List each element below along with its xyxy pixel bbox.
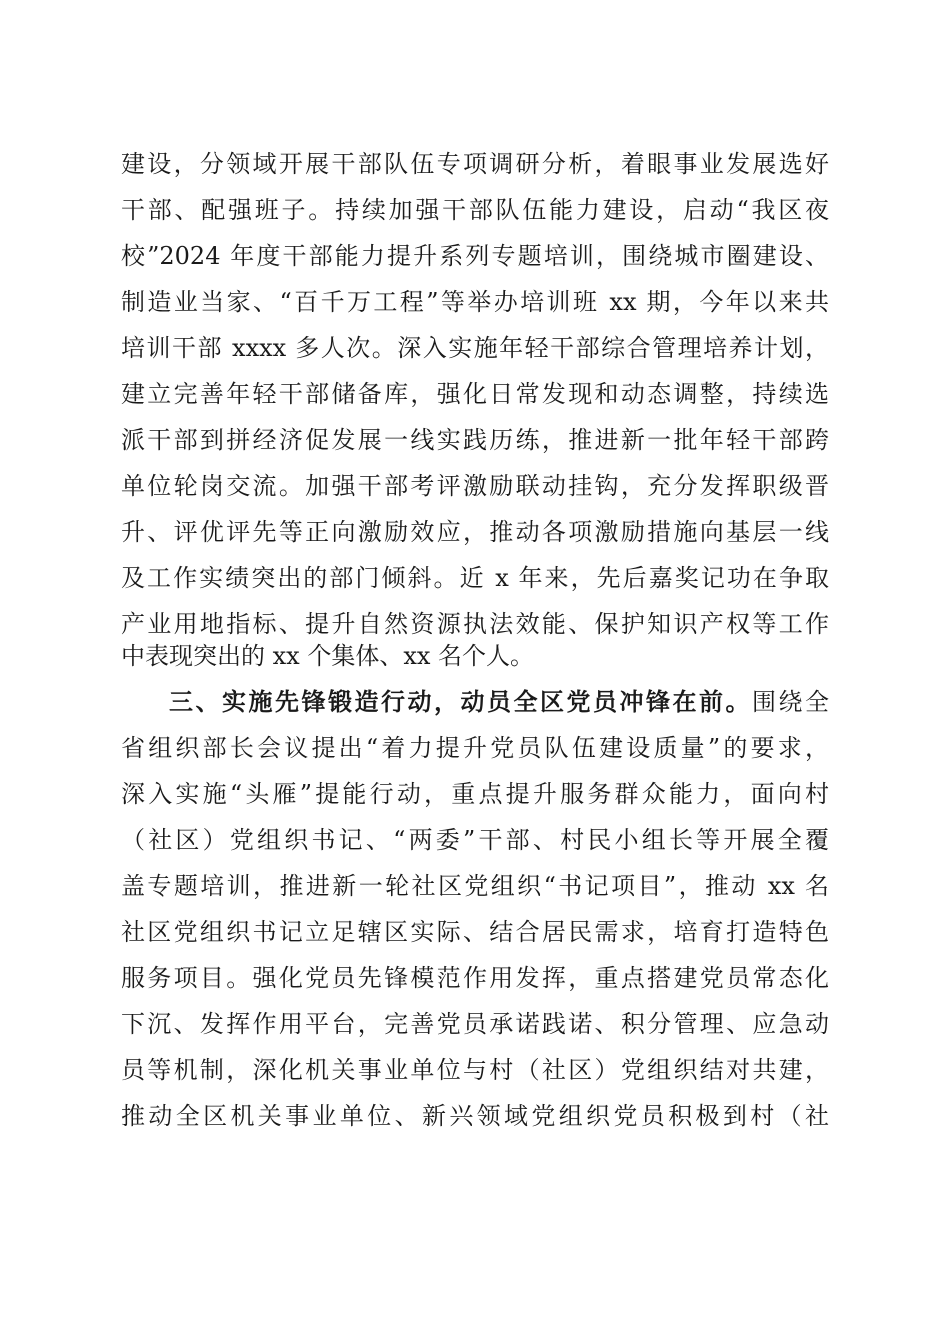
body-text-line: 省组织部长会议提出“着力提升党员队伍建设质量”的要求， (121, 734, 829, 762)
body-text-line: 中表现突出的 xx 个集体、xx 名个人。 (121, 642, 535, 670)
body-text-line: 培训干部 xxxx 多人次。深入实施年轻干部综合管理培养计划， (121, 334, 829, 362)
body-text-line: 社区党组织书记立足辖区实际、结合居民需求，培育打造特色 (121, 918, 829, 946)
body-text-line: 派干部到拼经济促发展一线实践历练，推进新一批年轻干部跨 (121, 426, 829, 454)
body-text-line: 下沉、发挥作用平台，完善党员承诺践诺、积分管理、应急动 (121, 1010, 829, 1038)
body-text-line: 服务项目。强化党员先锋模范作用发挥，重点搭建党员常态化 (121, 964, 829, 992)
body-text-line: 单位轮岗交流。加强干部考评激励联动挂钩，充分发挥职级晋 (121, 472, 829, 500)
body-text-line: 建立完善年轻干部储备库，强化日常发现和动态调整，持续选 (121, 380, 829, 408)
body-text-line: 盖专题培训，推进新一轮社区党组织“书记项目”，推动 xx 名 (121, 872, 829, 900)
body-text-line: 干部、配强班子。持续加强干部队伍能力建设，启动“我区夜 (121, 196, 829, 224)
body-text-line: 建设，分领域开展干部队伍专项调研分析，着眼事业发展选好 (121, 150, 829, 178)
body-text-line: 深入实施“头雁”提能行动，重点提升服务群众能力，面向村 (121, 780, 829, 808)
body-text-line: 及工作实绩突出的部门倾斜。近 x 年来，先后嘉奖记功在争取 (121, 564, 829, 592)
body-text-line: 校”2024 年度干部能力提升系列专题培训，围绕城市圈建设、 (121, 242, 829, 270)
body-text-line: 升、评优评先等正向激励效应，推动各项激励措施向基层一线 (121, 518, 829, 546)
body-text-fragment: 围绕全 (752, 688, 829, 716)
body-text-line: 推动全区机关事业单位、新兴领域党组织党员积极到村（社 (121, 1102, 829, 1130)
body-text-line: 产业用地指标、提升自然资源执法效能、保护知识产权等工作 (121, 610, 829, 638)
body-text-line: 员等机制，深化机关事业单位与村（社区）党组织结对共建， (121, 1056, 829, 1084)
body-text-line: （社区）党组织书记、“两委”干部、村民小组长等开展全覆 (121, 826, 829, 854)
section-heading: 三、实施先锋锻造行动，动员全区党员冲锋在前。 (169, 688, 752, 716)
body-text-line: 制造业当家、“百千万工程”等举办培训班 xx 期，今年以来共 (121, 288, 829, 316)
section-heading-line (169, 684, 829, 720)
